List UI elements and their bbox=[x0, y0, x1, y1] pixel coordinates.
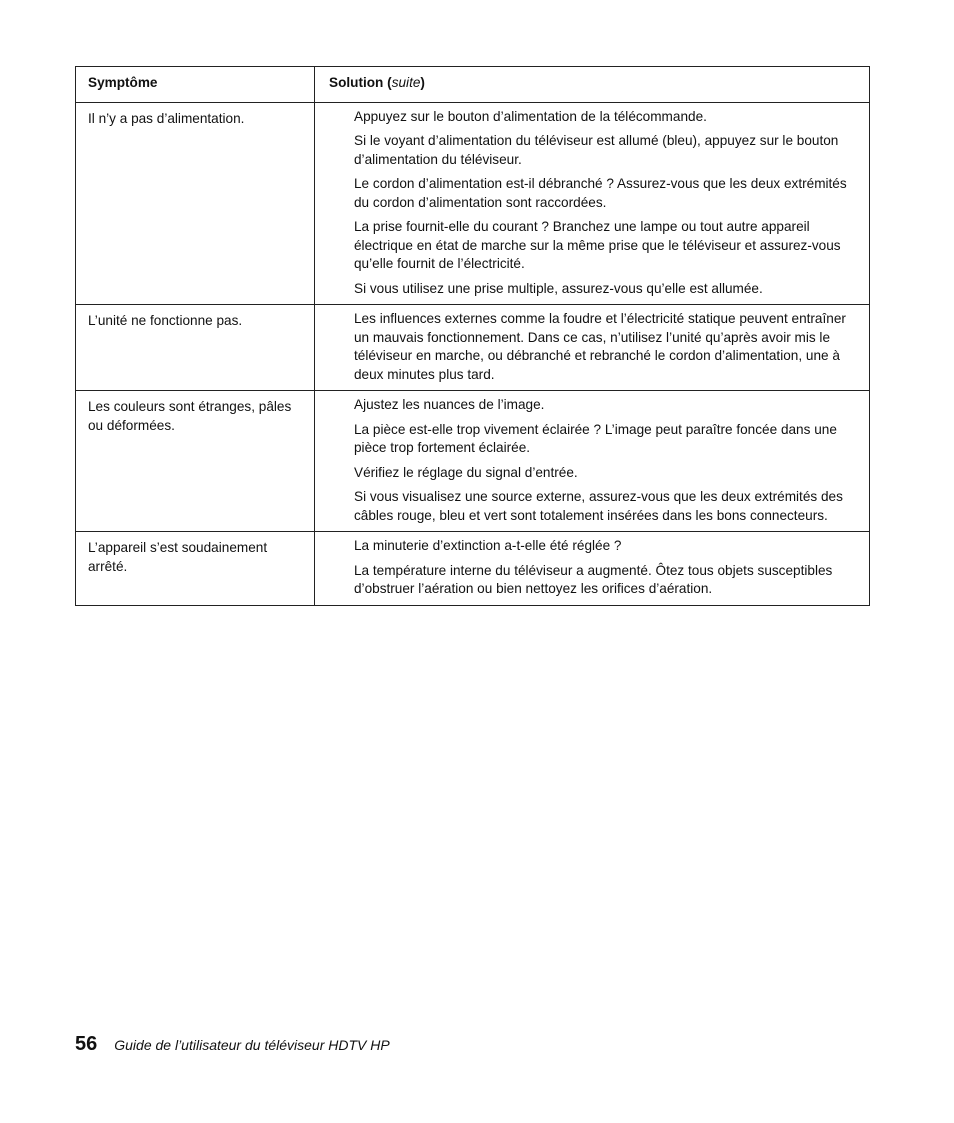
header-solution-label: Solution bbox=[329, 75, 384, 90]
solution-text: La prise fournit-elle du courant ? Branchez une lampe ou tout autre appareil électrique en état de marche sur la même prise que le téléviseur et assurez-vous qu’elle fournit de l’électricité. bbox=[354, 219, 841, 271]
solution-text: Ajustez les nuances de l’image. bbox=[354, 397, 545, 412]
troubleshooting-table bbox=[75, 66, 870, 606]
table-row bbox=[76, 304, 869, 390]
page-number: 56 bbox=[75, 1033, 98, 1055]
solution-cell bbox=[315, 305, 869, 390]
solution-text: Vérifiez le réglage du signal d’entrée. bbox=[354, 464, 578, 480]
symptom-cell: L’appareil s’est soudainement arrêté. bbox=[76, 532, 315, 605]
solution-text: Si vous utilisez une prise multiple, assurez-vous qu’elle est allumée. bbox=[354, 280, 763, 296]
page-footer bbox=[75, 1033, 390, 1056]
solution-text: Les influences externes comme la foudre et l’électricité statique peuvent entraîner un mauvais fonctionnement. Dans ce cas, n’utilisez l’unité qu’après avoir mis le téléviseur en marche, ou débranché et rebranché le cordon d’alimentation, une à deux minutes plus tard. bbox=[354, 311, 846, 382]
table-header-row bbox=[76, 67, 869, 102]
solution-cell bbox=[315, 391, 869, 531]
document-title: Guide de l’utilisateur du téléviseur HDTV HP bbox=[114, 1037, 390, 1053]
solution-text: Si le voyant d’alimentation du téléviseur est allumé (bleu), appuyez sur le bouton d’alimentation du téléviseur. bbox=[354, 133, 839, 167]
solution-text: La pièce est-elle trop vivement éclairée ? L’image peut paraître foncée dans une pièce trop fortement éclairée. bbox=[354, 421, 837, 455]
symptom-cell: L’unité ne fonctionne pas. bbox=[76, 305, 315, 390]
solution-text: La minuterie d’extinction a-t-elle été réglée ? bbox=[354, 538, 622, 553]
solution-cell bbox=[315, 532, 869, 605]
solution-text: La température interne du téléviseur a augmenté. Ôtez tous objets susceptibles d’obstruer l’aération ou bien nettoyez les orifices d’aération. bbox=[354, 562, 833, 596]
header-symptom: Symptôme bbox=[76, 67, 315, 102]
header-solution-suffix: suite bbox=[391, 75, 421, 90]
symptom-cell: Il n’y a pas d’alimentation. bbox=[76, 103, 315, 305]
table-row bbox=[76, 390, 869, 531]
table-row bbox=[76, 102, 869, 305]
table-row bbox=[76, 531, 869, 605]
solution-text: Si vous visualisez une source externe, assurez-vous que les deux extrémités des câbles rouge, bleu et vert sont totalement insérées dans les bons connecteurs. bbox=[354, 489, 843, 523]
symptom-cell: Les couleurs sont étranges, pâles ou déformées. bbox=[76, 391, 315, 531]
solution-cell bbox=[315, 103, 869, 305]
solution-text: Le cordon d’alimentation est-il débranché ? Assurez-vous que les deux extrémités du cordon d’alimentation sont raccordées. bbox=[354, 176, 847, 210]
header-solution: Solution (suite) bbox=[329, 75, 425, 90]
solution-text: Appuyez sur le bouton d’alimentation de la télécommande. bbox=[354, 108, 707, 124]
